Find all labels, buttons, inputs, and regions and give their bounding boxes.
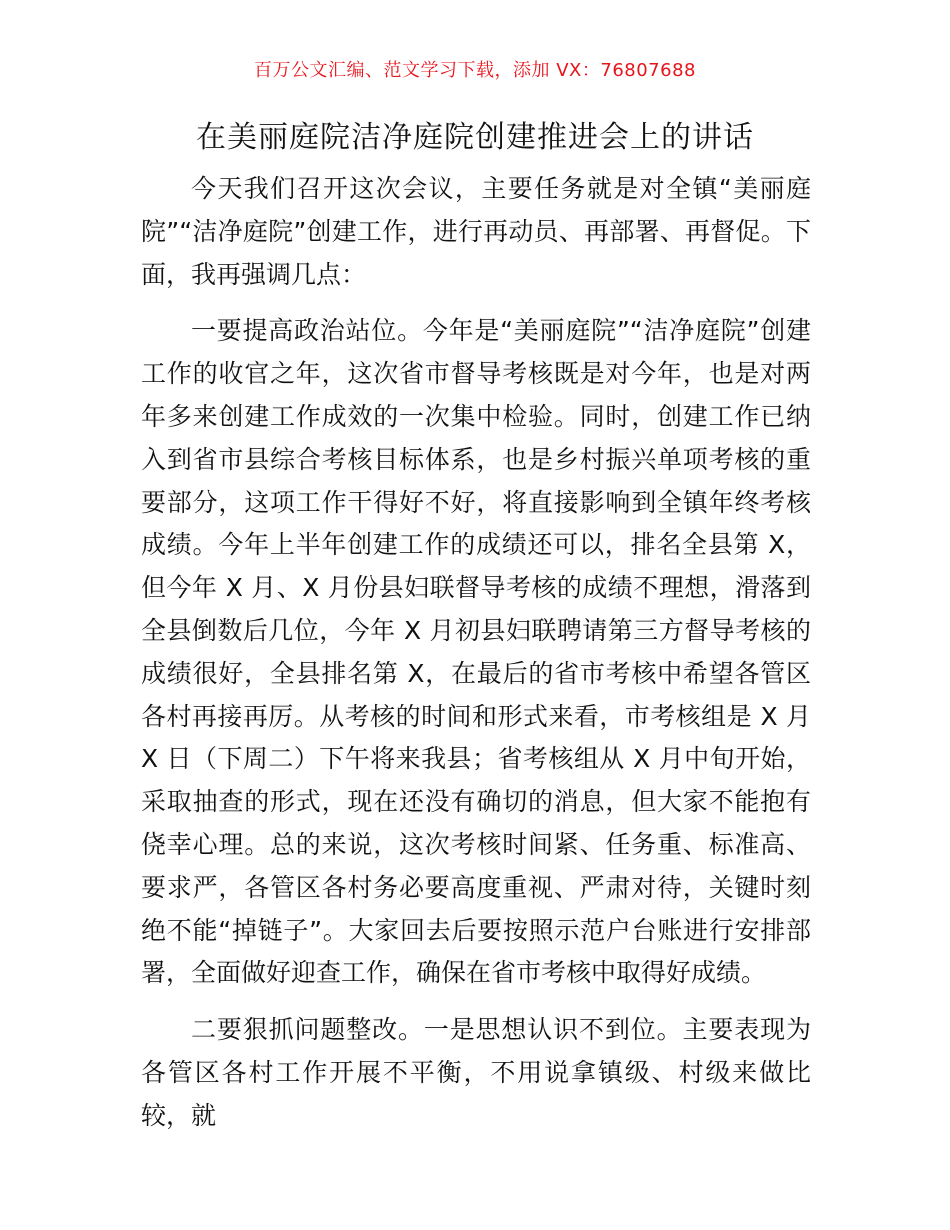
document-body xyxy=(141,168,811,1138)
paragraph-point-two: 二要狠抓问题整改。一是思想认识不到位。主要表现为各管区各村工作开展不平衡，不用说拿镇级、村级来做比较，就 xyxy=(141,1015,811,1130)
paragraph-point-one: 一要提高政治站位。今年是“美丽庭院”“洁净庭院”创建工作的收官之年，这次省市督导考核既是对今年，也是对两年多来创建工作成效的一次集中检验。同时，创建工作已纳入到省市县综合考核目标体系，也是乡村振兴单项考核的重要部分，这项工作干得好不好，将直接影响到全镇年终考核成绩。今年上半年创建工作的成绩还可以，排名全县第 X，但今年 X 月、X 月份县妇联督导考核的成绩不理想，滑落到全县倒数后几位，今年 X 月初县妇联聘请第三方督导考核的成绩很好，全县排名第 X，在最后的省市考核中希望各管区各村再接再厉。从考核的时间和形式来看，市考核组是 X 月 X 日（下周二）下午将来我县；省考核组从 X 月中旬开始，采取抽查的形式，现在还没有确切的消息，但大家不能抱有侥幸心理。总的来说，这次考核时间紧、任务重、标准高、要求严，各管区各村务必要高度重视、严肃对待，关键时刻绝不能“掉链子”。大家回去后要按照示范户台账进行安排部署，全面做好迎查工作，确保在省市考核中取得好成绩。 xyxy=(141,316,811,988)
header-banner: 百万公文汇编、范文学习下载，添加 VX：76807688 xyxy=(254,60,696,81)
document-title: 在美丽庭院洁净庭院创建推进会上的讲话 xyxy=(196,120,754,155)
paragraph-intro: 今天我们召开这次会议，主要任务就是对全镇“美丽庭院”“洁净庭院”创建工作，进行再动员、再部署、再督促。下面，我再强调几点： xyxy=(141,174,811,289)
